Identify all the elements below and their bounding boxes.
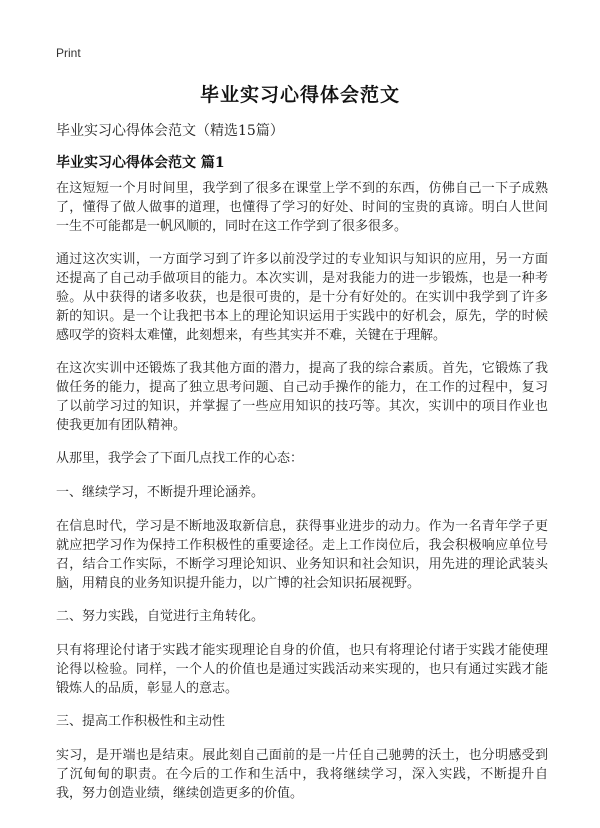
paragraph-4: 从那里，我学会了下面几点找工作的心态： (56, 451, 304, 466)
subheading-2: 二、努力实践，自觉进行主角转化。 (56, 609, 265, 624)
document-title: 毕业实习心得体会范文 (199, 84, 400, 106)
section-heading: 毕业实习心得体会范文 篇1 (56, 155, 225, 171)
document-body (56, 179, 548, 817)
print-link[interactable]: Print (56, 46, 81, 60)
paragraph-2: 通过这次实训，一方面学习到了许多以前没学过的专业知识与知识的应用，另一方面还提高了自己动手做项目的能力。本次实训，是对我能力的进一步锻炼，也是一种考验。从中获得的诸多收获，也是很可贵的，是十分有好处的。在实训中我学到了许多新的知识。是一个让我把书本上的理论知识运用于实践中的好机会，原先，学的时候感叹学的资料太难懂，此刻想来，有些其实并不难，关键在于理解。 (56, 252, 548, 343)
paragraph-5: 在信息时代，学习是不断地汲取新信息，获得事业进步的动力。作为一名青年学子更就应把学习作为保持工作积极性的重要途径。走上工作岗位后，我会积极响应单位号召，结合工作实际，不断学习理论知识、业务知识和社会知识，用先进的理论武装头脑，用精良的业务知识提升能力，以广博的社会知识拓展视野。 (56, 519, 548, 591)
document-subtitle: 毕业实习心得体会范文（精选15篇） (56, 123, 284, 139)
paragraph-7: 实习，是开端也是结束。展此刻自己面前的是一片任自己驰骋的沃土，也分明感受到了沉甸甸的职责。在今后的工作和生活中，我将继续学习，深入实践，不断提升自我，努力创造业绩，继续创造更多的价值。 (56, 748, 548, 801)
subheading-3: 三、提高工作积极性和主动性 (56, 714, 226, 729)
paragraph-3: 在这次实训中还锻炼了我其他方面的潜力，提高了我的综合素质。首先，它锻炼了我做任务的能力，提高了独立思考问题、自己动手操作的能力，在工作的过程中，复习了以前学习过的知识，并掌握了一些应用知识的技巧等。其次，实训中的项目作业也使我更加有团队精神。 (56, 361, 548, 433)
subheading-1: 一、继续学习，不断提升理论涵养。 (56, 485, 265, 500)
paragraph-1: 在这短短一个月时间里，我学到了很多在课堂上学不到的东西，仿佛自己一下子成熟了，懂得了做人做事的道理，也懂得了学习的好处、时间的宝贵的真谛。明白人世间一生不可能都是一帆风顺的，同时在这工作学到了很多很多。 (56, 181, 548, 234)
paragraph-6: 只有将理论付诸于实践才能实现理论自身的价值，也只有将理论付诸于实践才能使理论得以检验。同样，一个人的价值也是通过实践活动来实现的，也只有通过实践才能锻炼人的品质，彰显人的意志。 (56, 643, 548, 696)
